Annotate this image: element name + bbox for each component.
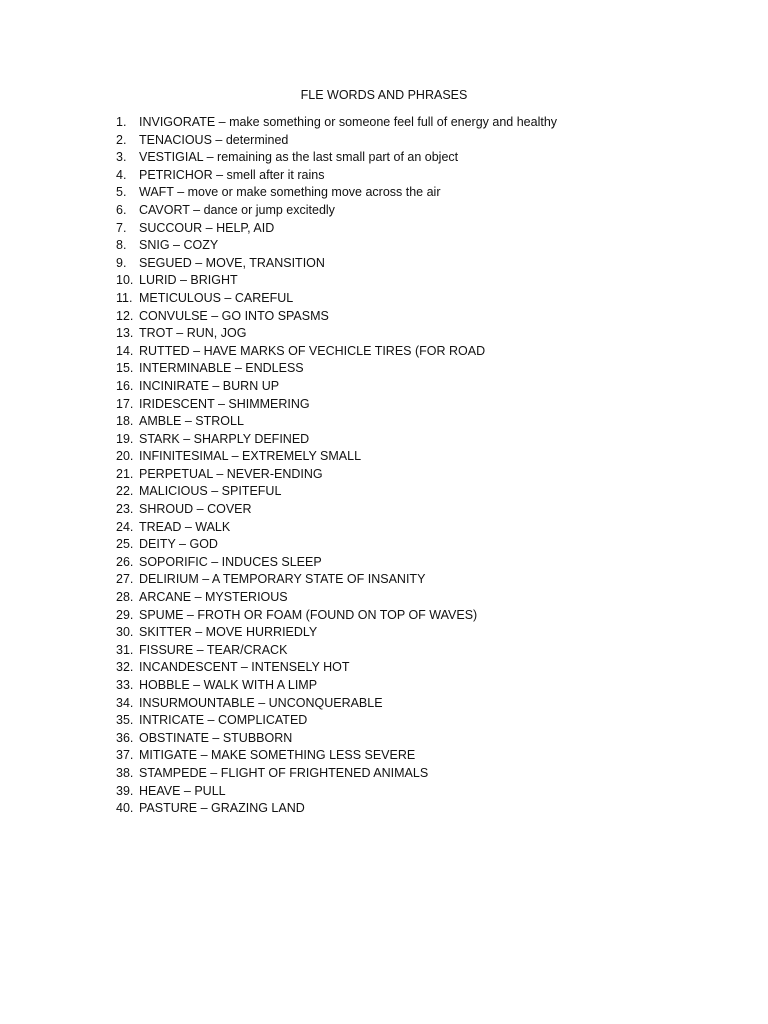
list-item-number: 26. xyxy=(116,554,134,569)
list-item-definition: SHROUD – COVER xyxy=(139,502,252,517)
list-item-definition: DELIRIUM – A TEMPORARY STATE OF INSANITY xyxy=(139,572,426,587)
list-item-number: 34. xyxy=(116,695,134,710)
list-item-number: 21. xyxy=(116,466,134,481)
list-item-definition: PERPETUAL – NEVER-ENDING xyxy=(139,466,323,481)
list-item-number: 37. xyxy=(116,748,134,763)
list-item-definition: PASTURE – GRAZING LAND xyxy=(139,801,305,816)
list-item-number: 10. xyxy=(116,273,134,288)
list-item-number: 20. xyxy=(116,449,134,464)
list-item-definition: STARK – SHARPLY DEFINED xyxy=(139,431,310,446)
list-item-number: 35. xyxy=(116,713,134,728)
list-item-number: 13. xyxy=(116,326,134,341)
list-item-definition: INFINITESIMAL – EXTREMELY SMALL xyxy=(139,449,362,464)
list-item-number: 18. xyxy=(116,414,134,429)
list-item-definition: SNIG – COZY xyxy=(139,238,219,253)
list-item-definition: MALICIOUS – SPITEFUL xyxy=(139,484,282,499)
list-item-definition: AMBLE – STROLL xyxy=(139,414,244,429)
list-item-number: 28. xyxy=(116,590,134,605)
list-item-definition: SPUME – FROTH OR FOAM (FOUND ON TOP OF WAVES) xyxy=(139,607,478,622)
list-item-definition: SOPORIFIC – INDUCES SLEEP xyxy=(139,554,322,569)
list-item-number: 31. xyxy=(116,642,134,657)
list-item-number: 36. xyxy=(116,730,134,745)
list-item-number: 32. xyxy=(116,660,134,675)
list-item-number: 16. xyxy=(116,378,134,393)
list-item-number: 40. xyxy=(116,801,134,816)
list-item-definition: TROT – RUN, JOG xyxy=(139,326,247,341)
list-item-definition: PETRICHOR – smell after it rains xyxy=(139,167,325,182)
list-item-definition: VESTIGIAL – remaining as the last small part of an object xyxy=(139,150,459,165)
list-item-definition: METICULOUS – CAREFUL xyxy=(139,290,294,305)
list-item-number: 14. xyxy=(116,343,134,358)
list-item-definition: IRIDESCENT – SHIMMERING xyxy=(139,396,310,411)
list-item-definition: STAMPEDE – FLIGHT OF FRIGHTENED ANIMALS xyxy=(139,765,429,780)
list-item-definition: TREAD – WALK xyxy=(139,519,231,534)
list-item-number: 17. xyxy=(116,396,134,411)
list-item-number: 3. xyxy=(116,150,127,165)
list-item-definition: WAFT – move or make something move across the air xyxy=(139,185,441,200)
list-item-definition: HOBBLE – WALK WITH A LIMP xyxy=(139,678,318,692)
list-item-definition: RUTTED – HAVE MARKS OF VECHICLE TIRES (FOR ROAD xyxy=(139,343,486,358)
list-item-definition: INSURMOUNTABLE – UNCONQUERABLE xyxy=(139,695,383,710)
list-item-number: 30. xyxy=(116,625,134,640)
list-item-number: 19. xyxy=(116,431,134,446)
list-item-number: 22. xyxy=(116,484,134,499)
list-item-definition: SKITTER – MOVE HURRIEDLY xyxy=(139,625,318,640)
list-item-definition: CAVORT – dance or jump excitedly xyxy=(139,202,335,217)
list-item-number: 9. xyxy=(116,255,127,270)
list-item-number: 33. xyxy=(116,678,134,692)
list-item-definition: INTRICATE – COMPLICATED xyxy=(139,713,308,728)
list-item-number: 12. xyxy=(116,308,134,323)
list-item-definition: OBSTINATE – STUBBORN xyxy=(139,730,293,745)
list-item-definition: INCANDESCENT – INTENSELY HOT xyxy=(139,660,350,675)
list-item-number: 25. xyxy=(116,537,134,552)
list-item-number: 2. xyxy=(116,132,127,147)
list-item-definition: FISSURE – TEAR/CRACK xyxy=(139,642,288,657)
list-item-definition: ARCANE – MYSTERIOUS xyxy=(139,590,288,605)
list-item-number: 7. xyxy=(116,220,127,235)
list-item-definition: MITIGATE – MAKE SOMETHING LESS SEVERE xyxy=(139,748,416,763)
list-item-number: 24. xyxy=(116,519,134,534)
list-item-number: 39. xyxy=(116,783,134,798)
list-item-number: 27. xyxy=(116,572,134,587)
list-item-definition: LURID – BRIGHT xyxy=(139,273,238,288)
list-item-definition: INVIGORATE – make something or someone feel full of energy and healthy xyxy=(139,115,558,129)
list-item-number: 5. xyxy=(116,185,127,200)
list-item-number: 15. xyxy=(116,361,134,376)
list-item-definition: SEGUED – MOVE, TRANSITION xyxy=(139,255,325,270)
list-item-number: 8. xyxy=(116,238,127,253)
list-item-number: 38. xyxy=(116,765,134,780)
list-item-number: 11. xyxy=(116,290,133,305)
list-item-number: 23. xyxy=(116,502,134,517)
list-item-number: 4. xyxy=(116,167,127,182)
list-item-definition: CONVULSE – GO INTO SPASMS xyxy=(139,308,329,323)
list-item-definition: HEAVE – PULL xyxy=(139,783,226,798)
list-item-definition: DEITY – GOD xyxy=(139,537,218,552)
list-item-number: 6. xyxy=(116,202,127,217)
list-item-number: 29. xyxy=(116,607,134,622)
list-item-definition: TENACIOUS – determined xyxy=(139,132,289,147)
list-item-definition: INCINIRATE – BURN UP xyxy=(139,378,280,393)
list-item-definition: SUCCOUR – HELP, AID xyxy=(139,220,275,235)
list-item-definition: INTERMINABLE – ENDLESS xyxy=(139,361,304,376)
document-title: FLE WORDS AND PHRASES xyxy=(300,88,468,102)
list-item-number: 1. xyxy=(116,115,127,129)
